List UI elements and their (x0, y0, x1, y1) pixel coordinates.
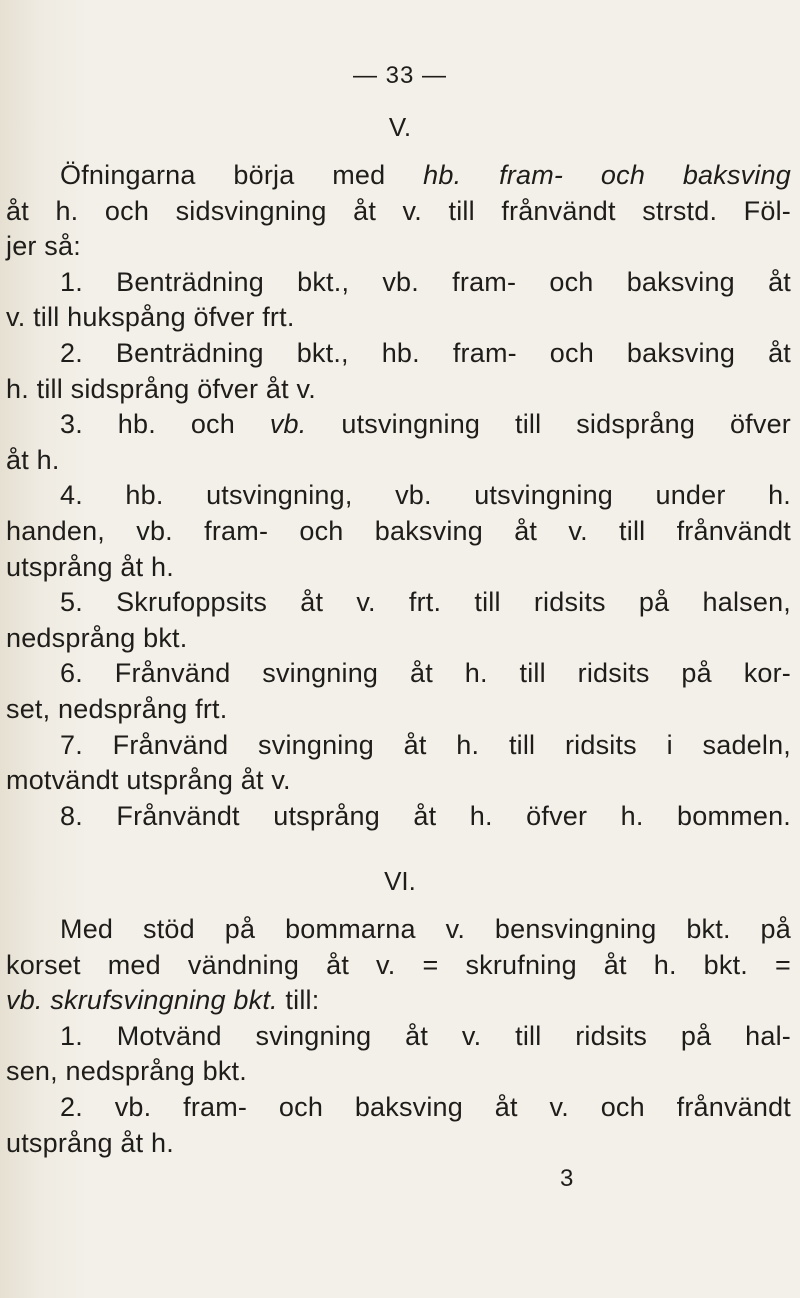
text-run: korset med vändning åt v. = skrufning åt h. bkt. = (6, 949, 791, 980)
text-line (6, 948, 791, 984)
text-line (6, 336, 791, 372)
text-run: 2. Benträdning bkt., hb. fram- och baksving åt (60, 337, 791, 368)
text-line (6, 300, 791, 336)
text-line (6, 912, 791, 948)
text-run: 6. Frånvänd svingning åt h. till ridsits på kor- (60, 658, 791, 689)
text-run: 7. Frånvänd svingning åt h. till ridsits i sadeln, (60, 729, 791, 760)
text-line (6, 1019, 791, 1055)
text-line (6, 1126, 791, 1162)
italic-text: vb. (269, 409, 307, 440)
text-run: 8. Frånvändt utsprång åt h. öfver h. bommen. (60, 800, 791, 831)
text-run: åt h. och sidsvingning åt v. till frånvändt strstd. Föl- (6, 195, 791, 226)
signature-mark: 3 (560, 1165, 574, 1192)
text-line (6, 372, 791, 408)
text-line (6, 1090, 791, 1126)
text-line (6, 265, 791, 301)
text-run: h. till sidsprång öfver åt v. (6, 373, 316, 404)
section-v-title: V. (388, 112, 412, 142)
text-run: utsvingning till sidsprång öfver (306, 409, 791, 440)
text-run: jer så: (6, 231, 81, 262)
text-run: nedsprång bkt. (6, 622, 188, 653)
text-run: Med stöd på bommarna v. bensvingning bkt. på (60, 914, 791, 944)
text-run: 2. vb. fram- och baksving åt v. och frånvändt (60, 1091, 791, 1122)
text-line (6, 799, 791, 835)
text-line (6, 692, 791, 728)
text-line (6, 728, 791, 764)
text-line (6, 1054, 791, 1090)
text-run: utsprång åt h. (6, 1127, 174, 1158)
text-run: utsprång åt h. (6, 551, 174, 582)
text-run: 1. Benträdning bkt., vb. fram- och baksving åt (60, 266, 791, 297)
text-run: motvändt utsprång åt v. (6, 765, 291, 796)
page-number-header: — 33 — (352, 62, 448, 89)
text-line (6, 158, 791, 194)
text-line (6, 656, 791, 692)
text-line (6, 514, 791, 550)
section-v-text (6, 158, 791, 834)
text-run: till: (277, 985, 320, 1016)
text-run: set, nedsprång frt. (6, 693, 228, 724)
text-line (6, 407, 791, 443)
text-line (6, 550, 791, 586)
section-vi-text (6, 912, 791, 1161)
italic-text: vb. skrufsvingning bkt. (6, 985, 278, 1016)
text-line (6, 443, 791, 479)
text-line (6, 194, 791, 230)
text-line (6, 621, 791, 657)
text-line (6, 763, 791, 799)
text-run: Öfningarna börja med (60, 160, 424, 190)
text-run: v. till hukspång öfver frt. (6, 302, 295, 333)
text-run: handen, vb. fram- och baksving åt v. till frånvändt (6, 515, 791, 546)
text-run: sen, nedsprång bkt. (6, 1056, 247, 1087)
text-run: åt h. (6, 444, 60, 475)
text-line (6, 478, 791, 514)
text-run: 3. hb. och (60, 409, 270, 440)
text-run: 5. Skrufoppsits åt v. frt. till ridsits på halsen, (60, 587, 791, 618)
text-run: 4. hb. utsvingning, vb. utsvingning under h. (60, 480, 791, 511)
section-vi-title: VI. (384, 866, 416, 896)
text-line (6, 229, 791, 265)
text-run: 1. Motvänd svingning åt v. till ridsits på hal- (60, 1020, 791, 1051)
italic-text: hb. fram- och baksving (423, 160, 792, 190)
text-line (6, 983, 791, 1019)
text-line (6, 585, 791, 621)
